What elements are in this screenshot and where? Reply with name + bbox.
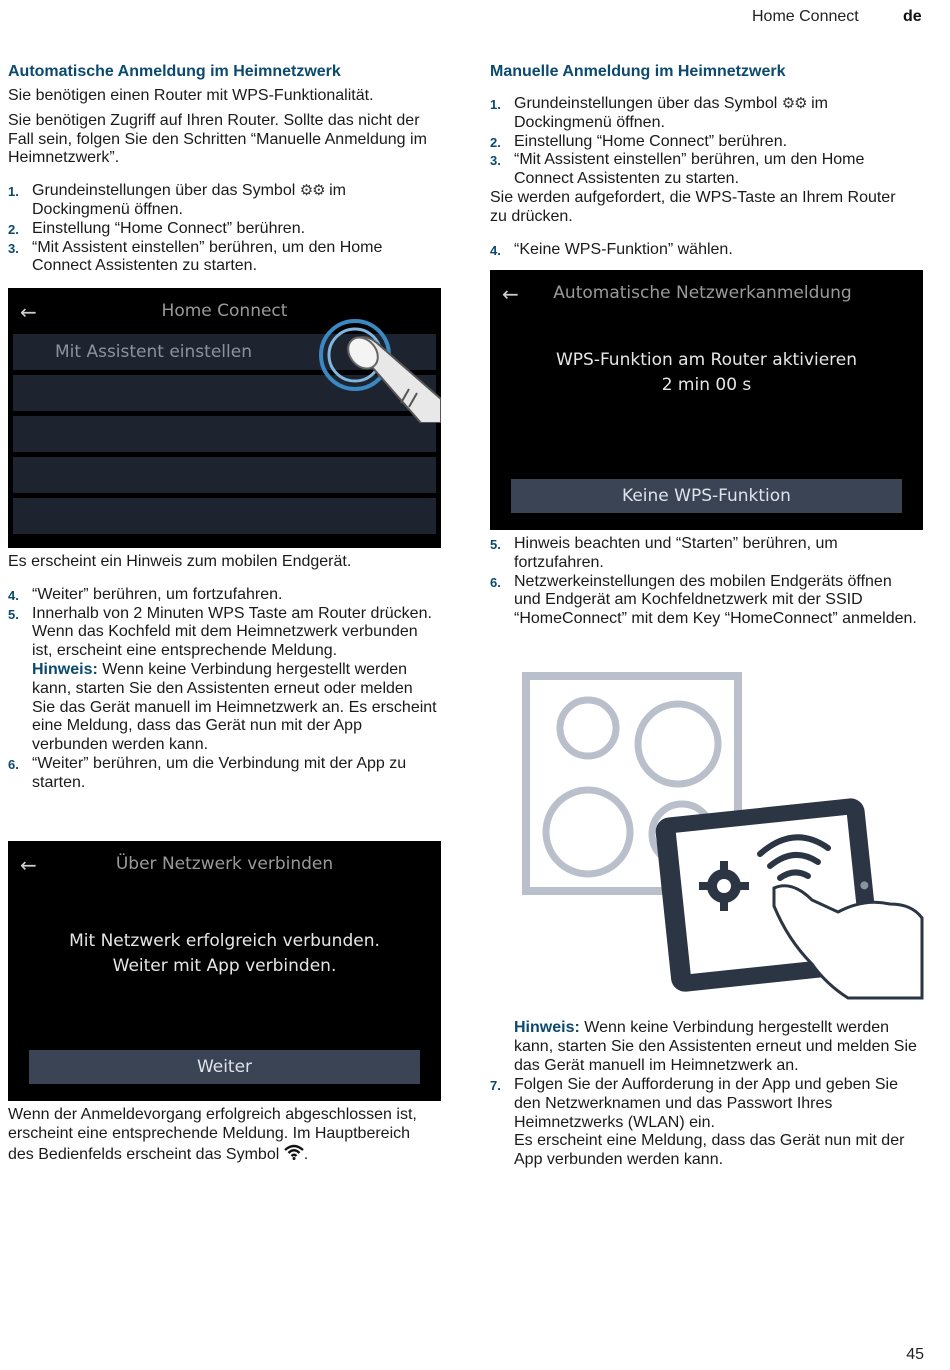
- list-item: [8, 755, 438, 793]
- right-heading: Manuelle Anmeldung im Heimnetzwerk: [490, 63, 786, 80]
- step-number: 3.: [490, 153, 501, 169]
- closing-text: [8, 1106, 440, 1164]
- step-text: “Keine WPS-Funktion” wählen.: [514, 240, 733, 258]
- screen-home-connect: [8, 288, 441, 548]
- menu-row-empty[interactable]: [13, 457, 436, 493]
- list-item: [8, 239, 428, 277]
- step-text: Netzwerkeinstellungen des mobilen Endgeräts öffnen und Endgerät am Kochfeldnetzwerk mit der SSID “HomeConnect” mit dem Key “HomeConnect” anmelden.: [514, 572, 917, 628]
- header-section-title: Home Connect: [752, 8, 859, 25]
- list-item: [490, 1076, 922, 1170]
- list-item: [490, 241, 930, 260]
- left-intro-block: [8, 62, 448, 276]
- right-step-7: [490, 1076, 922, 1170]
- left-intro-2: Sie benötigen Zugriff auf Ihren Router. Sollte das nicht der Fall sein, folgen Sie den Schritten “Manuelle Anmeldung im Heimnetzwerk”.: [8, 111, 427, 167]
- right-step-4: [490, 241, 930, 260]
- settings-gear-icon: ⚙⚙: [781, 95, 807, 112]
- step-text: “Weiter” berühren, um fortzufahren.: [32, 585, 283, 603]
- step-text: Grundeinstellungen über das Symbol: [32, 182, 296, 200]
- right-intro-block: [490, 62, 930, 259]
- wps-prompt: Sie werden aufgefordert, die WPS-Taste an Ihrem Router zu drücken.: [490, 188, 896, 225]
- menu-row-label: Mit Assistent einstellen: [55, 342, 252, 362]
- step-text: Grundeinstellungen über das Symbol: [514, 95, 778, 112]
- list-item: [8, 605, 438, 755]
- screen-auto-network: [490, 270, 923, 530]
- step-number: 5.: [490, 537, 501, 552]
- step-number: 1.: [8, 184, 19, 200]
- step-number: 4.: [490, 242, 501, 258]
- step-text: Einstellung “Home Connect” berühren.: [32, 219, 306, 237]
- back-arrow-icon[interactable]: ←: [20, 300, 37, 324]
- note-text: Wenn keine Verbindung hergestellt werden kann, starten Sie den Assistenten erneut oder melden Sie das Gerät manuell im Heimnetzwerk an. Es erscheint eine Meldung, dass das Gerät nun mit der App verbunden werden kann.: [32, 660, 437, 754]
- hint-mobile-device: Es erscheint ein Hinweis zum mobilen Endgerät.: [8, 553, 352, 570]
- note-block: [514, 1019, 926, 1075]
- list-item: [490, 151, 910, 189]
- step-text: Einstellung “Home Connect” berühren.: [514, 132, 788, 150]
- right-middle-block: [490, 535, 920, 629]
- list-item: [8, 586, 438, 605]
- weiter-button[interactable]: Weiter: [29, 1050, 420, 1084]
- step-text: Folgen Sie der Aufforderung in der App und geben Sie den Netzwerknamen und das Passwort Ihres Heimnetzwerks (WLAN) ein.: [514, 1076, 898, 1131]
- wifi-icon: [284, 1144, 304, 1160]
- left-heading: Automatische Anmeldung im Heimnetzwerk: [8, 63, 341, 80]
- step-extra-text: Es erscheint eine Meldung, dass das Gerät nun mit der App verbunden werden kann.: [514, 1132, 905, 1169]
- step-number: 6.: [8, 756, 19, 772]
- screen-title: Home Connect: [161, 301, 288, 321]
- step-number: 2.: [8, 221, 19, 237]
- step-text: “Weiter” berühren, um die Verbindung mit der App zu starten.: [32, 754, 407, 791]
- list-item: [8, 220, 428, 239]
- right-steps-b: [490, 535, 920, 629]
- step-number: 6.: [490, 574, 501, 590]
- success-message-line2: Weiter mit App verbinden.: [112, 956, 337, 976]
- back-arrow-icon[interactable]: ←: [502, 282, 519, 306]
- step-number: 2.: [490, 134, 501, 150]
- left-middle-block: [8, 553, 448, 793]
- header-language: de: [903, 8, 922, 25]
- step-text: im Dockingmenü öffnen.: [32, 182, 346, 218]
- note-block: [32, 661, 438, 755]
- screen-network-connect: [8, 841, 441, 1101]
- settings-gear-icon: ⚙⚙: [299, 182, 325, 200]
- step-text: Innerhalb von 2 Minuten WPS Taste am Router drücken.: [32, 604, 432, 622]
- step-number: 7.: [490, 1078, 501, 1093]
- list-item: [490, 95, 910, 133]
- note-label: Hinweis:: [32, 660, 98, 678]
- list-item: [490, 133, 910, 152]
- right-step-7-block: [490, 1076, 922, 1170]
- step-number: 3.: [8, 240, 19, 256]
- wps-countdown: 2 min 00 s: [661, 375, 752, 395]
- note-label: Hinweis:: [514, 1019, 580, 1036]
- step-text: im Dockingmenü öffnen.: [514, 95, 828, 131]
- keine-wps-button[interactable]: Keine WPS-Funktion: [511, 479, 902, 513]
- back-arrow-icon[interactable]: ←: [20, 853, 37, 877]
- right-steps-a: [490, 95, 910, 189]
- list-item: [490, 573, 920, 629]
- left-intro-1: Sie benötigen einen Router mit WPS-Funktionalität.: [8, 87, 374, 104]
- wps-message-line1: WPS-Funktion am Router aktivieren: [555, 350, 858, 370]
- step-text: “Mit Assistent einstellen” berühren, um den Home Connect Assistenten zu starten.: [514, 151, 865, 188]
- success-message-line1: Mit Netzwerk erfolgreich verbunden.: [69, 931, 380, 951]
- left-steps-a: [8, 182, 428, 276]
- menu-row-empty[interactable]: [13, 498, 436, 534]
- screen-title: Über Netzwerk verbinden: [115, 854, 334, 874]
- closing-text-end: .: [303, 1145, 309, 1163]
- closing-text-body: Wenn der Anmeldevorgang erfolgreich abgeschlossen ist, erscheint eine entsprechende Meldung. Im Hauptbereich des Bedienfelds erscheint das Symbol: [8, 1106, 417, 1163]
- left-steps-b: [8, 586, 438, 793]
- step-extra-text: Wenn das Kochfeld mit dem Heimnetzwerk verbunden ist, erscheint eine entsprechende Meldung.: [32, 623, 418, 660]
- list-item: [8, 182, 428, 220]
- finger-tap-icon: [313, 313, 441, 423]
- step-number: 1.: [490, 97, 501, 112]
- right-note: [514, 1019, 926, 1075]
- screen-title: Automatische Netzwerkanmeldung: [553, 283, 852, 303]
- step-text: Hinweis beachten und “Starten” berühren, um fortzufahren.: [514, 535, 838, 571]
- step-number: 4.: [8, 587, 19, 603]
- list-item: [490, 535, 920, 573]
- left-closing-block: [8, 1106, 440, 1164]
- cooktop-tablet-illustration: [512, 668, 924, 1008]
- note-text: Wenn keine Verbindung hergestellt werden kann, starten Sie den Assistenten erneut und melden Sie das Gerät manuell im Heimnetzwerk an.: [514, 1019, 917, 1074]
- step-text: “Mit Assistent einstellen” berühren, um den Home Connect Assistenten zu starten.: [32, 238, 383, 275]
- page-number: 45: [906, 1346, 924, 1363]
- step-number: 5.: [8, 606, 19, 622]
